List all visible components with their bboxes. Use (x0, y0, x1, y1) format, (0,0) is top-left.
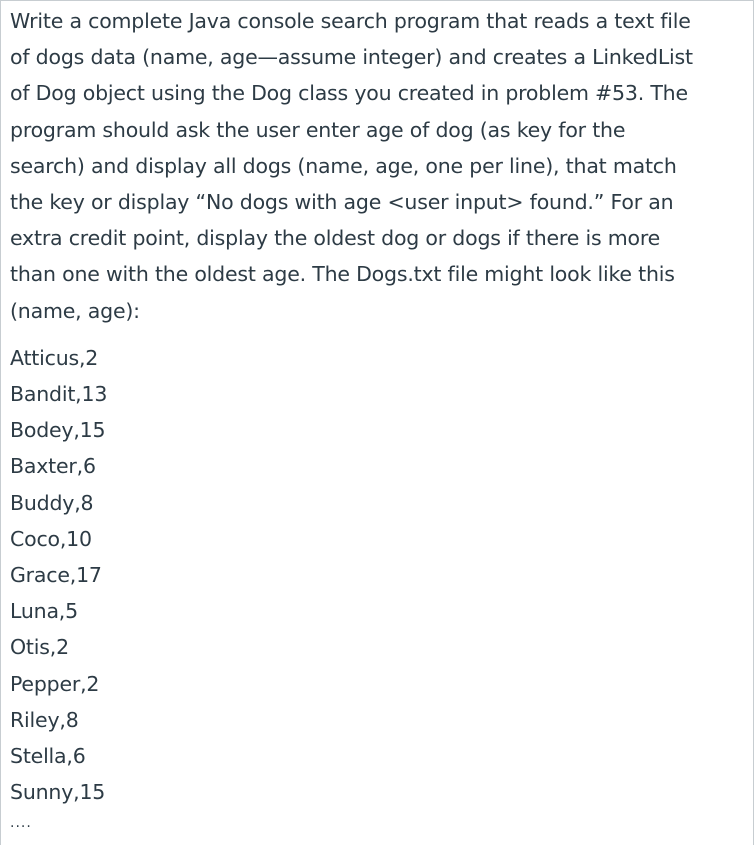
dog-entry: Luna,5 (10, 599, 78, 624)
dog-entry: Pepper,2 (10, 671, 100, 696)
dog-entry: Riley,8 (10, 707, 79, 732)
question-line: of dogs data (name, age—assume integer) and creates a LinkedList (10, 45, 693, 70)
question-line: search) and display all dogs (name, age, one per line), that match (10, 153, 677, 178)
question-line: program should ask the user enter age of dog (as key for the (10, 117, 626, 142)
continuation-ellipsis: .... (10, 815, 32, 832)
question-text (10, 3, 740, 329)
dog-entry: Baxter,6 (10, 454, 96, 479)
dog-entry: Sunny,15 (10, 780, 106, 805)
dog-entry: Coco,10 (10, 526, 92, 551)
question-content (10, 3, 740, 840)
dog-entry: Buddy,8 (10, 490, 94, 515)
question-line: Write a complete Java console search program that reads a text file (10, 9, 691, 33)
dog-entry: Atticus,2 (10, 345, 99, 370)
dog-entry: Bodey,15 (10, 418, 106, 443)
dog-data-list (10, 340, 740, 810)
question-line: (name, age): (10, 298, 140, 323)
dog-entry: Bandit,13 (10, 382, 108, 407)
question-line: the key or display “No dogs with age <user input> found.” For an (10, 190, 674, 215)
dog-entry: Grace,17 (10, 562, 102, 587)
question-line: than one with the oldest age. The Dogs.txt file might look like this (10, 262, 675, 287)
question-line: extra credit point, display the oldest dog or dogs if there is more (10, 226, 661, 251)
dog-entry: Otis,2 (10, 635, 69, 660)
dog-entry: Stella,6 (10, 743, 86, 768)
question-line: of Dog object using the Dog class you created in problem #53. The (10, 81, 688, 106)
